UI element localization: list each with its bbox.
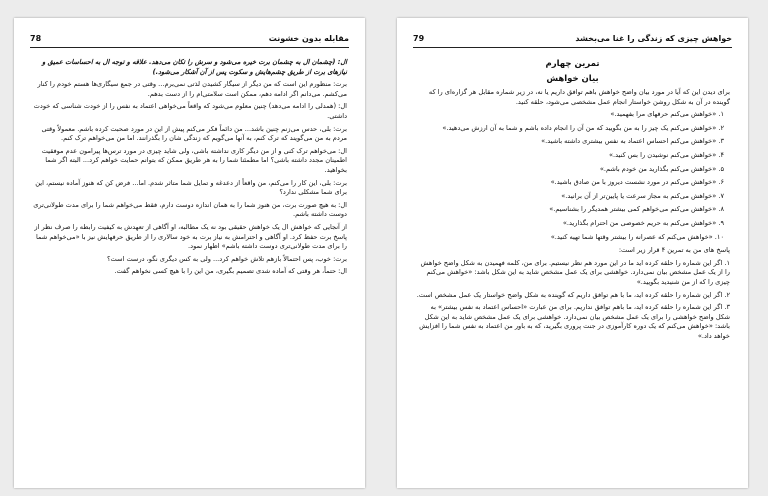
- right-page-number: 79: [413, 34, 425, 43]
- paragraph: ال: حتماً، هر وقتی که آماده شدی تصمیم بگیری، من این را با هیچ کسی نخواهم گفت.: [114, 267, 347, 276]
- exercise-item: ۴. «خواهش می‌کنم نوشیدن را بس کنید.»: [608, 150, 724, 159]
- exercise-item: ۲. «خواهش می‌کنم یک چیز را به من بگویید که من آن را انجام داده باشم و شما به آن ارزش می‌دهید.»: [442, 123, 724, 132]
- paragraph: برت: خوب، پس احتمالاً بازهم تلاش خواهم کرد... ولی به کس دیگری نگو، درست است؟: [107, 254, 347, 263]
- exercise-title: تمرین چهارم: [545, 59, 600, 69]
- answer-paragraph: ۳. اگر این شماره را حلقه کرده اید، ما باهم توافق نداریم. برای من عبارت «احساس اعتماد به نفس بیشتر» به شکل واضح خواهشی را برای یک عمل مشخص بیان نمی‌دارد. خواهشی برای یک عمل مشخص شاید به این شکل باشد: «خواهش می‌کنم که یک دوره کارآموزی در جنت پروری بگیرید، که به باور من اعتماد به نفس شما را افزایش خواهد داد.»: [419, 303, 730, 340]
- answers-list: [415, 259, 730, 342]
- paragraph: ال: (همدلی را ادامه می‌دهد) چنین معلوم می‌شود که واقعاً می‌خواهی اعتماد به نفس را از خودت شناسی که خودت داشتی.: [33, 102, 347, 120]
- answers-intro: پاسخ های من به تمرین ۴ قرار زیر است:: [618, 246, 730, 255]
- exercise-item: ۵. «خواهش می‌کنم بگذارید من خودم باشم.»: [599, 164, 724, 173]
- exercise-item: ۶. «خواهش می‌کنم در مورد نشست دیروز با من صادق باشید.»: [550, 178, 724, 187]
- exercise-item: ۸. «خواهش می‌کنم می‌خواهم کمی بیشتر همدیگر را بشناسیم.»: [549, 205, 724, 214]
- exercise-item: ۳. «خواهش می‌کنم احساس اعتماد به نفس بیشتری داشته باشید.»: [541, 137, 724, 146]
- exercise-item: ۹. «خواهش می‌کنم به حریم خصوصی من احترام بگذارید.»: [562, 218, 724, 227]
- right-running-title: خواهش چیزی که زندگی را غنا می‌بخشد: [575, 34, 732, 43]
- exercise-item: ۱۰. «خواهش می‌کنم که عصرانه را بیشتر وقتها شما تهیه کنید.»: [550, 232, 724, 241]
- paragraph: برت: منظورم این است که من دیگر از سیگار کشیدن لذتی نمی‌برم... وقتی در جمع سیگاری‌ها هستم خودم را کنار می‌کشم. می‌دانم اگر ادامه دهم، ممکن است سلامتی‌ام را از دست بدهم.: [37, 80, 347, 98]
- right-page-header: [413, 33, 732, 48]
- answer-paragraph: ۱. اگر این شماره را حلقه کرده اید ما در این مورد هم نظر نیستیم. برای من، کلمه فهمیدن به شکل واضح خواهش را از یک عمل مشخص بیان نمی‌دارد. خواهشی برای یک عمل مشخص شاید به این شکل باشد: «خواهش می‌کنم چیزی را که از من شنیدید بگویید.»: [420, 258, 730, 286]
- left-page-body: [32, 58, 347, 280]
- paragraph: برت: بلی، حدس می‌زنم چنین باشد... من دائماً فکر می‌کنم پیش از این در مورد صحبت کرده باشم. معمولاً وقتی مردم به من می‌گویند که ترک کنم، به آنها می‌گویم که زندگی شان را بگذرانند. اما من می‌خواهم ترک کنم.: [41, 124, 347, 143]
- left-page-header: [30, 33, 349, 48]
- paragraph: برت: بلی، این کار را می‌کنم، من واقعاً از دعدغه و تمایل شما متاثر شدم. اما... فرض کن که هنوز آماده نیستم، این برای شما مشکلی ندارد؟: [35, 178, 347, 197]
- exercise-items: [415, 110, 730, 242]
- exercise-item: ۷. «خواهش می‌کنم به مجاز سرعت یا پایین‌تر از آن برانید.»: [561, 191, 724, 200]
- exercise-subtitle: بیان خواهش: [546, 74, 599, 84]
- exercise-item: ۱. «خواهش می‌کنم حرفهای مرا بفهمید.»: [610, 110, 724, 119]
- paragraph: ال: به هیچ صورت برت، من هنوز شما را به همان اندازه دوست دارم، فقط می‌خواهم شما را برای مدت طولانی‌تری دوست داشته باشم.: [33, 200, 347, 219]
- paragraph: ال: می‌خواهم ترک کنی و از من دیگر کاری نداشته باشی، ولی شاید چیزی در مورد ترس‌ها پیرامون عدم موفقیت اطمینان مجدد داشته باشی؟ اما مطمئنا شما را به هر طریق ممکن که بتوانم حمایت خواهم کرد... البته اگر شما بخواهید.: [41, 146, 347, 174]
- exercise-intro: برای دیدن این که آیا در مورد بیان واضح خواهش باهم توافق داریم یا نه، در زیر شماره مقابل هر گزاره‌ای را که گوینده در آن به شکل روشن خواستار انجام عمل مشخصی می‌شود، حلقه کنید.: [428, 88, 730, 106]
- left-running-title: مقابله بدون خشونت: [268, 34, 349, 43]
- right-page-body: [415, 58, 730, 344]
- left-page-number: 78: [30, 34, 42, 43]
- paragraph: ال: (چشمان ال به چشمان برت خیره می‌شود و سرش را تکان می‌دهد. علاقه و توجه ال به احساسات عمیق و نیازهای برت از طریق چشم‌هایش و سکوت پس از آن آشکار می‌شود.): [42, 58, 347, 76]
- paragraph: از آنجایی که خواهش ال یک خواهش حقیقی بود نه یک مطالبه، او آگاهی از تعهدش به کیفیت رابطه را صرف نظر از پاسخ برت حفظ کرد. او آگاهی و احترامش به نیاز برت به خود سالاری را از طریق حرفهایش نیز با «می‌خواهم شما را برای مدت طولانی‌تری دوست داشته باشم» اظهار نمود.: [34, 222, 347, 251]
- left-page: [14, 18, 365, 488]
- right-page: [397, 18, 748, 488]
- answer-paragraph: ۲. اگر این شماره را حلقه کرده اید، ما با هم توافق داریم که گوینده به شکل واضح خواستار یک عمل مشخص است.: [416, 290, 730, 299]
